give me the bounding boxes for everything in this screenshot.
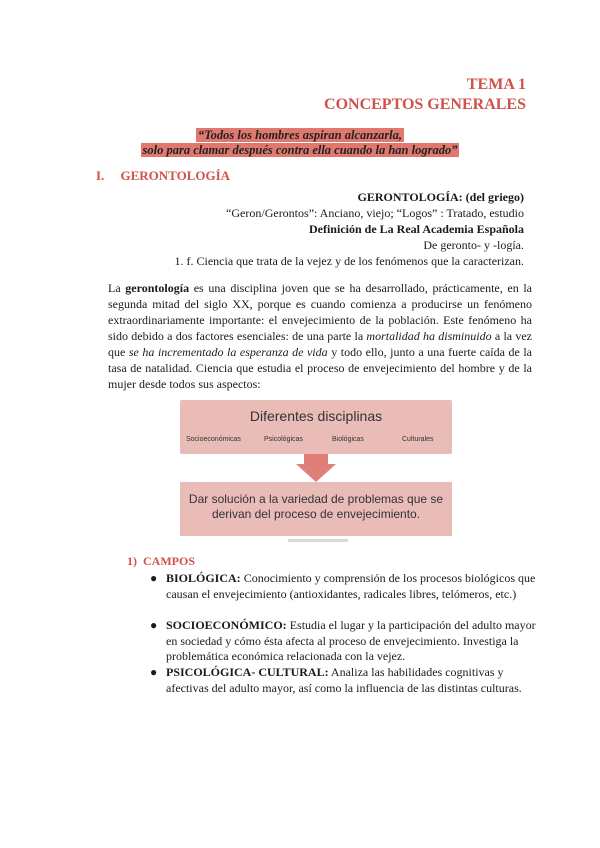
subsection-title: CAMPOS xyxy=(143,554,195,568)
disciplines-box xyxy=(180,400,452,454)
page-title: CONCEPTOS GENERALES xyxy=(324,96,526,113)
quote-line-1: “Todos los hombres aspiran alcanzarla, xyxy=(197,128,403,142)
disciplines-heading: Diferentes disciplinas xyxy=(249,408,383,424)
intro-paragraph: La gerontología es una disciplina joven que se ha desarrollado, prácticamente, en la segunda mitad del siglo XX, porque es cuando comienza a producirse un fenómeno extraordinariamente importante: el envejecimiento de la población. Este fenómeno ha sido debido a dos factores esenciales: de una parte la mortalidad ha disminuido a la vez que se ha incrementado la esperanza de vida y todo ello, junto a una fuerte caída de la tasa de natalidad. Ciencia que estudia el proceso de envejecimiento del hombre y de la mujer desde todos sus aspectos: xyxy=(108,281,533,391)
down-arrow-icon xyxy=(296,454,336,482)
bullet-icon: ● xyxy=(150,618,158,632)
discipline-cultural: Culturales xyxy=(402,436,434,443)
bullet-biologica: ● BIOLÓGICA: Conocimiento y comprensión de los procesos biológicos que causan el envejecimiento (antioxidantes, radicales libres, telómeros, etc.) xyxy=(150,571,536,601)
discipline-socioeconomic: Socioeconómicas xyxy=(186,436,241,443)
section-title: GERONTOLOGÍA xyxy=(120,168,231,183)
result-text: Dar solución a la variedad de problemas que se derivan del proceso de envejecimiento. xyxy=(188,492,444,521)
section-number: I. xyxy=(96,168,105,183)
bullet-psicologica-cultural: ● PSICOLÓGICA- CULTURAL: Analiza las habilidades cognitivas y afectivas del adulto mayor, así como la influencia de las distintas culturas. xyxy=(150,665,522,695)
disciplines-diagram xyxy=(180,400,452,546)
rae-origin: De geronto- y -logía. xyxy=(423,238,524,252)
rae-heading: Definición de La Real Academia Española xyxy=(308,222,524,236)
subsection-heading xyxy=(127,554,195,569)
section-heading xyxy=(96,168,230,184)
subsection-number: 1) xyxy=(127,554,137,568)
definition-heading: GERONTOLOGÍA: (del griego) xyxy=(357,190,524,204)
result-box xyxy=(180,482,452,536)
bullet-icon: ● xyxy=(150,571,158,585)
quote-line-2: solo para clamar después contra ella cuando la han logrado” xyxy=(142,143,458,157)
rae-definition: 1. f. Ciencia que trata de la vejez y de los fenómenos que la caracterizan. xyxy=(174,254,524,268)
tema-number: TEMA 1 xyxy=(466,76,526,93)
etymology-line: “Geron/Gerontos”: Anciano, viejo; “Logos” : Tratado, estudio xyxy=(226,206,524,220)
diagram-caption-placeholder xyxy=(288,539,348,542)
bullet-socioeconomico: ● SOCIOECONÓMICO: Estudia el lugar y la participación del adulto mayor en sociedad y cómo ésta afecta al proceso de envejecimiento. Investiga la problemática económica relacionada con la vejez. xyxy=(150,618,536,663)
discipline-biological: Biológicas xyxy=(332,436,364,443)
bullet-icon: ● xyxy=(150,665,158,679)
discipline-psychological: Psicológicas xyxy=(264,436,303,443)
